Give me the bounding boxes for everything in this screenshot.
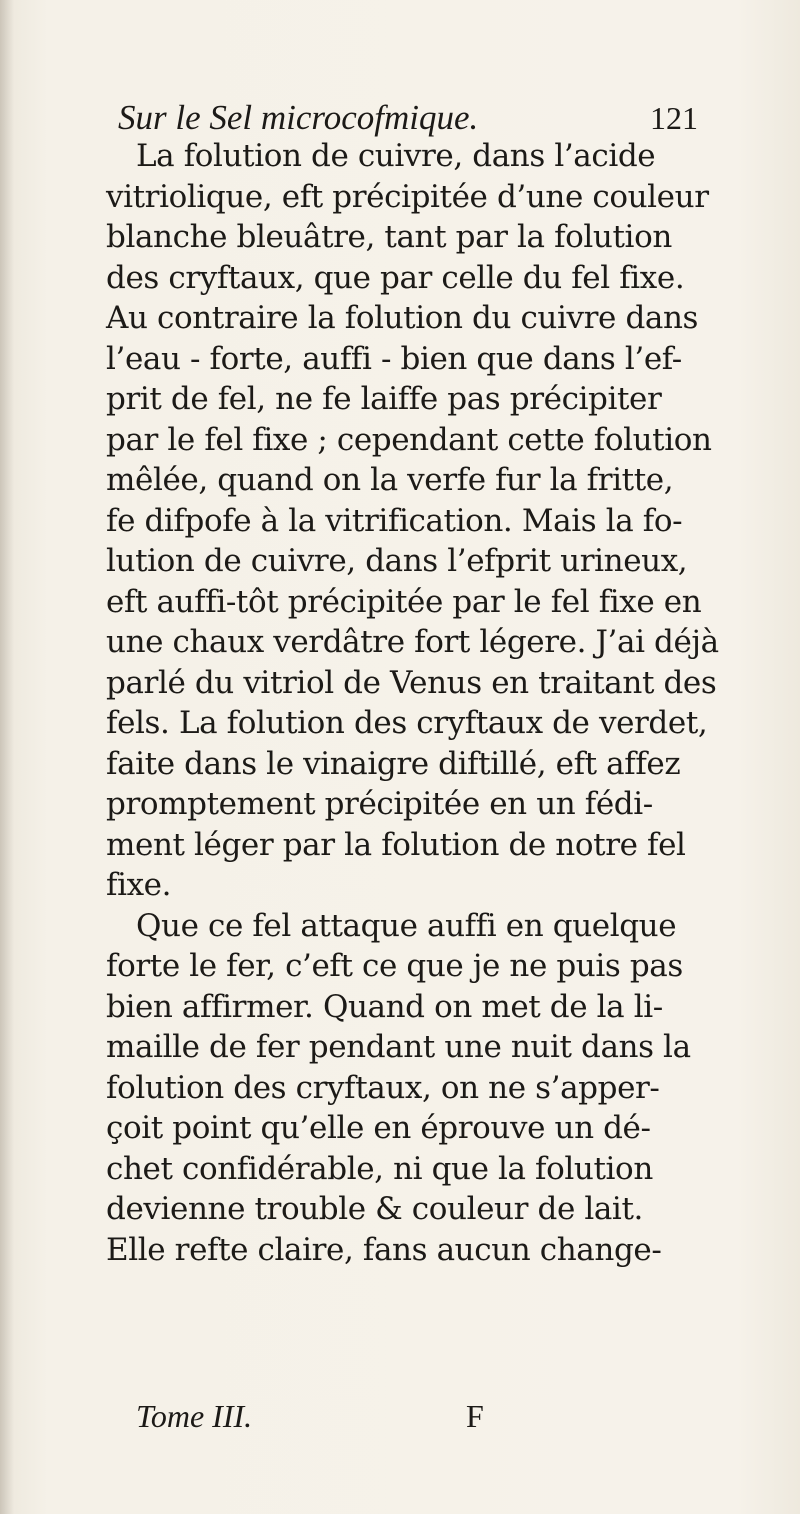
text-line: devienne trouble & couleur de lait. bbox=[106, 1191, 643, 1227]
text-line: parlé du vitriol de Venus en traitant des bbox=[106, 664, 717, 701]
signature-mark: F bbox=[466, 1398, 484, 1434]
text-line: ment léger par la folution de notre fel bbox=[106, 826, 686, 863]
text-line: mêlée, quand on la verfe fur la fritte, bbox=[106, 462, 674, 498]
text-line: maille de fer pendant une nuit dans la bbox=[106, 1029, 691, 1065]
text-line: Elle refte claire, fans aucun change- bbox=[106, 1231, 662, 1268]
text-line: des cryftaux, que par celle du fel fixe. bbox=[106, 259, 685, 296]
text-line: vitriolique, eft précipitée d’une couleur bbox=[106, 178, 709, 215]
text-line: blanche bleuâtre, tant par la folution bbox=[106, 219, 672, 255]
text-line: fe difpofe à la vitrification. Mais la fo- bbox=[106, 502, 683, 539]
text-line: l’eau - forte, auffi - bien que dans l’ef- bbox=[106, 340, 682, 377]
text-line: Que ce fel attaque auffi en quelque bbox=[136, 907, 677, 944]
text-line: faite dans le vinaigre diftillé, eft affez bbox=[106, 745, 681, 782]
running-title: Sur le Sel microcofmique. bbox=[118, 98, 479, 137]
text-line: bien affirmer. Quand on met de la li- bbox=[106, 988, 663, 1025]
text-line: chet confidérable, ni que la folution bbox=[106, 1150, 653, 1187]
page-number: 121 bbox=[650, 100, 698, 136]
text-line: par le fel fixe ; cependant cette folution bbox=[106, 421, 712, 458]
page-footer bbox=[136, 1394, 536, 1438]
text-line: çoit point qu’elle en éprouve un dé- bbox=[106, 1110, 651, 1146]
page-gutter-shadow bbox=[0, 0, 14, 1514]
text-line: folution des cryftaux, on ne s’apper- bbox=[106, 1069, 660, 1106]
text-line: lution de cuivre, dans l’efprit urineux, bbox=[106, 543, 688, 579]
text-line: promptement précipitée en un fédi- bbox=[106, 786, 653, 822]
text-line: une chaux verdâtre fort légere. J’ai déjà bbox=[106, 624, 719, 660]
text-line: fels. La folution des cryftaux de verdet, bbox=[106, 705, 708, 741]
text-line: forte le fer, c’eft ce que je ne puis pas bbox=[106, 948, 683, 984]
text-line: La folution de cuivre, dans l’acide bbox=[136, 138, 656, 174]
tome-label: Tome III. bbox=[136, 1398, 253, 1434]
text-line: prit de fel, ne fe laiffe pas précipiter bbox=[106, 381, 662, 417]
body-text bbox=[106, 136, 719, 1270]
text-line: Au contraire la folution du cuivre dans bbox=[106, 300, 699, 336]
text-line: fixe. bbox=[106, 867, 172, 903]
text-line: eft auffi-tôt précipitée par le fel fixe en bbox=[106, 583, 702, 620]
page-header bbox=[118, 96, 698, 140]
